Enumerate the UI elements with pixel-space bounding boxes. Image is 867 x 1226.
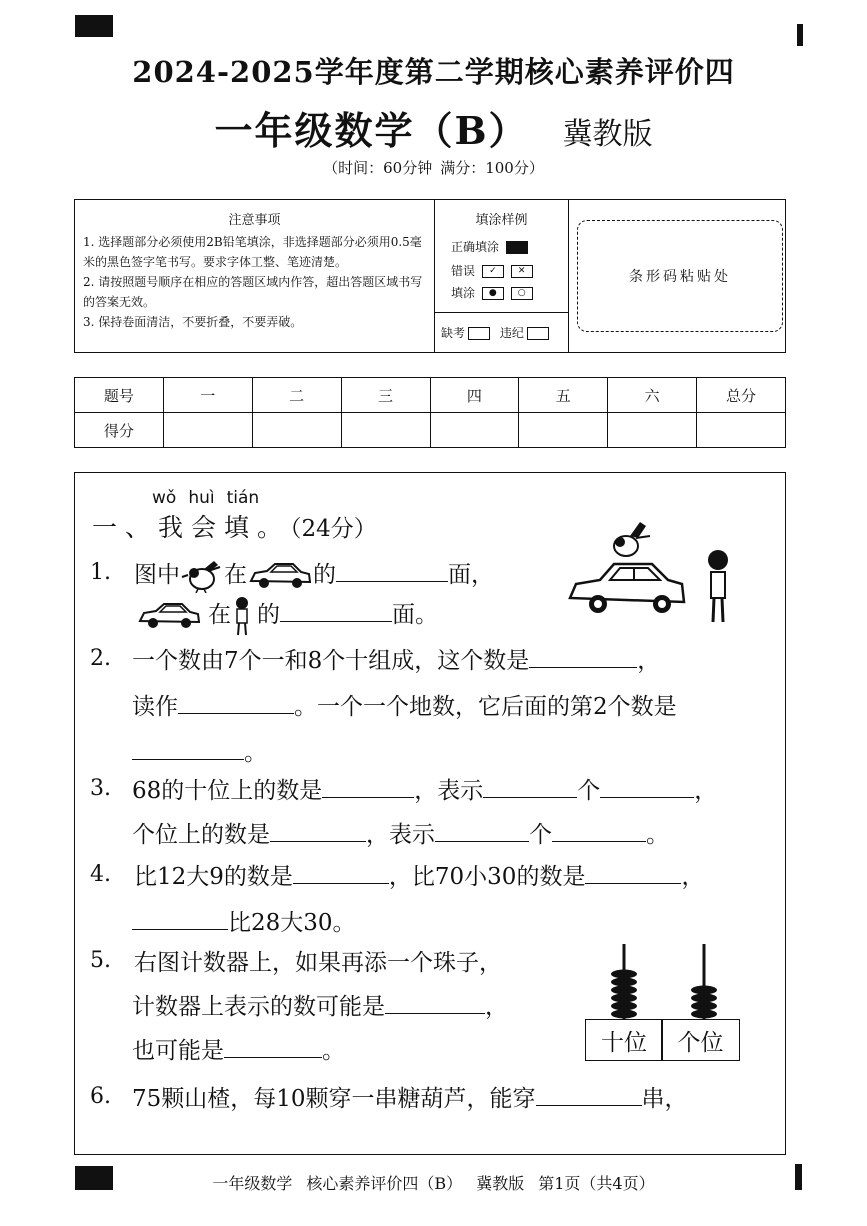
question-5-line-2 <box>132 988 508 1021</box>
q2-text-d: 。一个一个地数，它后面的第2个数是 <box>294 694 677 720</box>
q5-text-d: 也可能是 <box>132 1038 224 1064</box>
question-number: 3. <box>90 776 111 801</box>
score-header-cell: 一 <box>163 378 252 413</box>
answer-blank[interactable] <box>280 601 392 622</box>
score-header-cell: 总分 <box>697 378 786 413</box>
score-header-cell: 六 <box>608 378 697 413</box>
q3-text-f: ，表示 <box>366 822 435 848</box>
question-number: 2. <box>90 646 111 671</box>
boy-illustration <box>708 550 728 622</box>
fill-sample-heading: 填涂样例 <box>475 213 528 228</box>
subject-title <box>0 100 867 155</box>
footer-edition: 冀教版 <box>476 1174 525 1193</box>
table-row <box>75 413 786 448</box>
ones-place-label: 个位 <box>661 1019 740 1061</box>
abacus-bead <box>611 1010 637 1019</box>
q6-text-a: 75颗山楂，每10颗穿一串糖葫芦，能穿 <box>132 1086 536 1112</box>
abacus-bead <box>611 1002 637 1011</box>
question-5-line-3 <box>132 1032 345 1065</box>
subject-name: 一年级数学（B） <box>214 108 529 153</box>
q4-text-c: ， <box>681 864 705 890</box>
boy-icon <box>231 596 253 636</box>
footer-subject: 一年级数学 <box>212 1174 293 1193</box>
filled-box-icon <box>506 241 528 254</box>
answer-blank[interactable] <box>552 821 646 842</box>
ones-beads <box>691 986 717 1019</box>
question-5-line-1: 右图计数器上，如果再添一个珠子， <box>134 950 502 976</box>
section-title: 一、我会填。 <box>92 513 291 542</box>
pinyin-wo: wǒ <box>152 488 177 508</box>
absent-label: 缺考 <box>441 326 466 340</box>
answer-blank[interactable] <box>293 863 389 884</box>
q1-text-d: 面， <box>448 562 494 588</box>
question-2-line-2 <box>132 688 677 721</box>
score-cell[interactable] <box>608 413 697 448</box>
fill-sample-divider <box>435 312 568 313</box>
section-points: （24分） <box>290 516 377 542</box>
q3-text-e: 个位上的数是 <box>132 822 270 848</box>
question-3-line-1 <box>132 772 717 805</box>
question-2-line-3 <box>132 734 267 767</box>
answer-blank[interactable] <box>529 647 637 668</box>
exam-info <box>0 157 867 178</box>
q4-text-d: 比28大30。 <box>228 910 356 936</box>
bird-car-boy-illustration <box>566 518 746 630</box>
q1-text-g: 面。 <box>392 602 438 628</box>
footer-exam: 核心素养评价四（B） <box>306 1174 463 1193</box>
q1-text-a: 图中 <box>134 562 180 588</box>
q1-text-e: 在 <box>208 602 231 628</box>
wrong-fill-row-1 <box>451 262 533 279</box>
notice-item: 1. 选择题部分必须使用2B铅笔填涂，非选择题部分必须用0.5毫米的黑色签字笔书写。要求字体工整、笔迹清楚。 <box>83 235 422 269</box>
q3-text-g: 个 <box>529 822 552 848</box>
abacus-bead <box>691 1002 717 1011</box>
question-2-line-1 <box>132 642 660 675</box>
question-4-line-1 <box>134 858 704 891</box>
filled-dot-icon: ● <box>482 287 504 300</box>
footer-page: 第1页（共4页） <box>538 1174 655 1193</box>
q3-text-a: 68的十位上的数是 <box>132 778 323 804</box>
q2-text-b: ， <box>637 648 661 674</box>
score-table <box>74 377 786 448</box>
q1-text-c: 的 <box>313 562 336 588</box>
time-limit: （时间：60分钟 <box>323 159 433 177</box>
wrong-fill-label-2: 填涂 <box>451 286 476 300</box>
question-number: 4. <box>90 862 111 887</box>
score-header-cell: 四 <box>430 378 519 413</box>
car-illustration <box>570 564 684 613</box>
q3-text-b: ，表示 <box>414 778 484 804</box>
notice-item: 2. 请按照题号顺序在相应的答题区域内作答，超出答题区域书写的答案无效。 <box>83 275 423 309</box>
q2-text-a: 一个数由7个一和8个十组成，这个数是 <box>132 648 530 674</box>
abacus-bead <box>611 970 637 979</box>
corner-mark-top-right <box>797 24 803 46</box>
score-cell[interactable] <box>341 413 430 448</box>
q3-text-h: 。 <box>646 822 669 848</box>
score-cell[interactable] <box>252 413 341 448</box>
answer-blank[interactable] <box>132 739 244 760</box>
q3-text-d: ， <box>694 778 718 804</box>
answer-blank[interactable] <box>270 821 366 842</box>
abacus-rods <box>584 940 744 1020</box>
answer-blank[interactable] <box>224 1037 322 1058</box>
answer-blank[interactable] <box>585 863 681 884</box>
score-header-cell: 题号 <box>75 378 164 413</box>
score-header-cell: 二 <box>252 378 341 413</box>
answer-blank[interactable] <box>483 777 577 798</box>
score-cell[interactable] <box>163 413 252 448</box>
wrong-fill-row-2 <box>451 284 533 301</box>
violation-label: 违纪 <box>499 326 524 340</box>
score-row-label: 得分 <box>75 413 164 448</box>
abacus-bead <box>691 994 717 1003</box>
q1-text-b: 在 <box>224 562 247 588</box>
pinyin-tian: tián <box>226 488 260 508</box>
q4-text-a: 比12大9的数是 <box>134 864 293 890</box>
cross-mark-icon: ✕ <box>511 265 533 278</box>
answer-blank[interactable] <box>600 777 694 798</box>
abacus-bead <box>611 994 637 1003</box>
score-cell[interactable] <box>697 413 786 448</box>
score-cell[interactable] <box>519 413 608 448</box>
answer-blank[interactable] <box>322 777 414 798</box>
abacus-bead <box>611 978 637 987</box>
question-number: 1. <box>90 560 111 585</box>
abacus-bead <box>691 986 717 995</box>
violation-checkbox[interactable] <box>527 327 549 340</box>
bird-illustration <box>614 522 650 556</box>
answer-blank[interactable] <box>385 993 485 1014</box>
answer-blank[interactable] <box>132 909 228 930</box>
car-icon <box>247 561 313 591</box>
pinyin-hui: huì <box>188 488 215 508</box>
answer-blank[interactable] <box>435 821 529 842</box>
score-cell[interactable] <box>430 413 519 448</box>
barcode-area <box>569 200 785 352</box>
bird-icon <box>180 559 224 593</box>
q6-text-b: 串， <box>641 1086 688 1112</box>
answer-blank[interactable] <box>336 561 448 582</box>
barcode-placeholder: 条形码粘贴处 <box>577 220 783 332</box>
circle-icon: ○ <box>511 287 533 300</box>
abacus-bead <box>691 1010 717 1019</box>
score-header-cell: 三 <box>341 378 430 413</box>
edition-label: 冀教版 <box>562 117 653 152</box>
tens-place-label: 十位 <box>585 1019 663 1061</box>
section-pinyin <box>152 488 259 508</box>
tens-beads <box>611 970 637 1019</box>
question-number: 6. <box>90 1084 111 1109</box>
q5-text-c: ， <box>485 994 508 1020</box>
notice-item: 3. 保持卷面清洁，不要折叠，不要弄破。 <box>83 315 303 329</box>
answer-blank[interactable] <box>178 693 294 714</box>
score-header-cell: 五 <box>519 378 608 413</box>
q2-text-c: 读作 <box>132 694 178 720</box>
car-icon <box>136 601 202 631</box>
fill-sample <box>435 200 569 352</box>
absent-row <box>441 324 549 341</box>
notice-instructions <box>75 200 435 352</box>
q5-text-e: 。 <box>322 1038 345 1064</box>
section-heading <box>92 508 377 544</box>
question-number: 5. <box>90 948 111 973</box>
corner-mark-top-left <box>75 15 113 37</box>
notice-heading: 注意事项 <box>228 213 281 228</box>
question-6-line-1 <box>132 1080 688 1113</box>
correct-fill-label: 正确填涂 <box>451 240 500 254</box>
wrong-fill-label: 错误 <box>451 264 476 278</box>
exam-title: 2024-2025学年度第二学期核心素养评价四 <box>132 55 735 89</box>
question-3-line-2 <box>132 816 669 849</box>
question-4-line-2 <box>132 904 356 937</box>
q4-text-b: ，比70小30的数是 <box>388 864 586 890</box>
check-mark-icon: ✓ <box>482 265 504 278</box>
table-row <box>75 378 786 413</box>
notice-list <box>75 232 434 332</box>
q2-text-e: 。 <box>244 740 267 766</box>
q1-text-f: 的 <box>257 602 280 628</box>
q3-text-c: 个 <box>577 778 601 804</box>
page-footer <box>0 1171 867 1194</box>
notice-box <box>74 199 786 353</box>
abacus-bead <box>611 986 637 995</box>
answer-blank[interactable] <box>536 1085 642 1106</box>
question-1-line-1 <box>134 556 494 593</box>
correct-fill-row <box>451 238 528 255</box>
question-1-line-2 <box>136 596 438 636</box>
absent-checkbox[interactable] <box>468 327 490 340</box>
full-score: 满分：100分） <box>440 159 544 177</box>
q5-text-b: 计数器上表示的数可能是 <box>132 994 385 1020</box>
